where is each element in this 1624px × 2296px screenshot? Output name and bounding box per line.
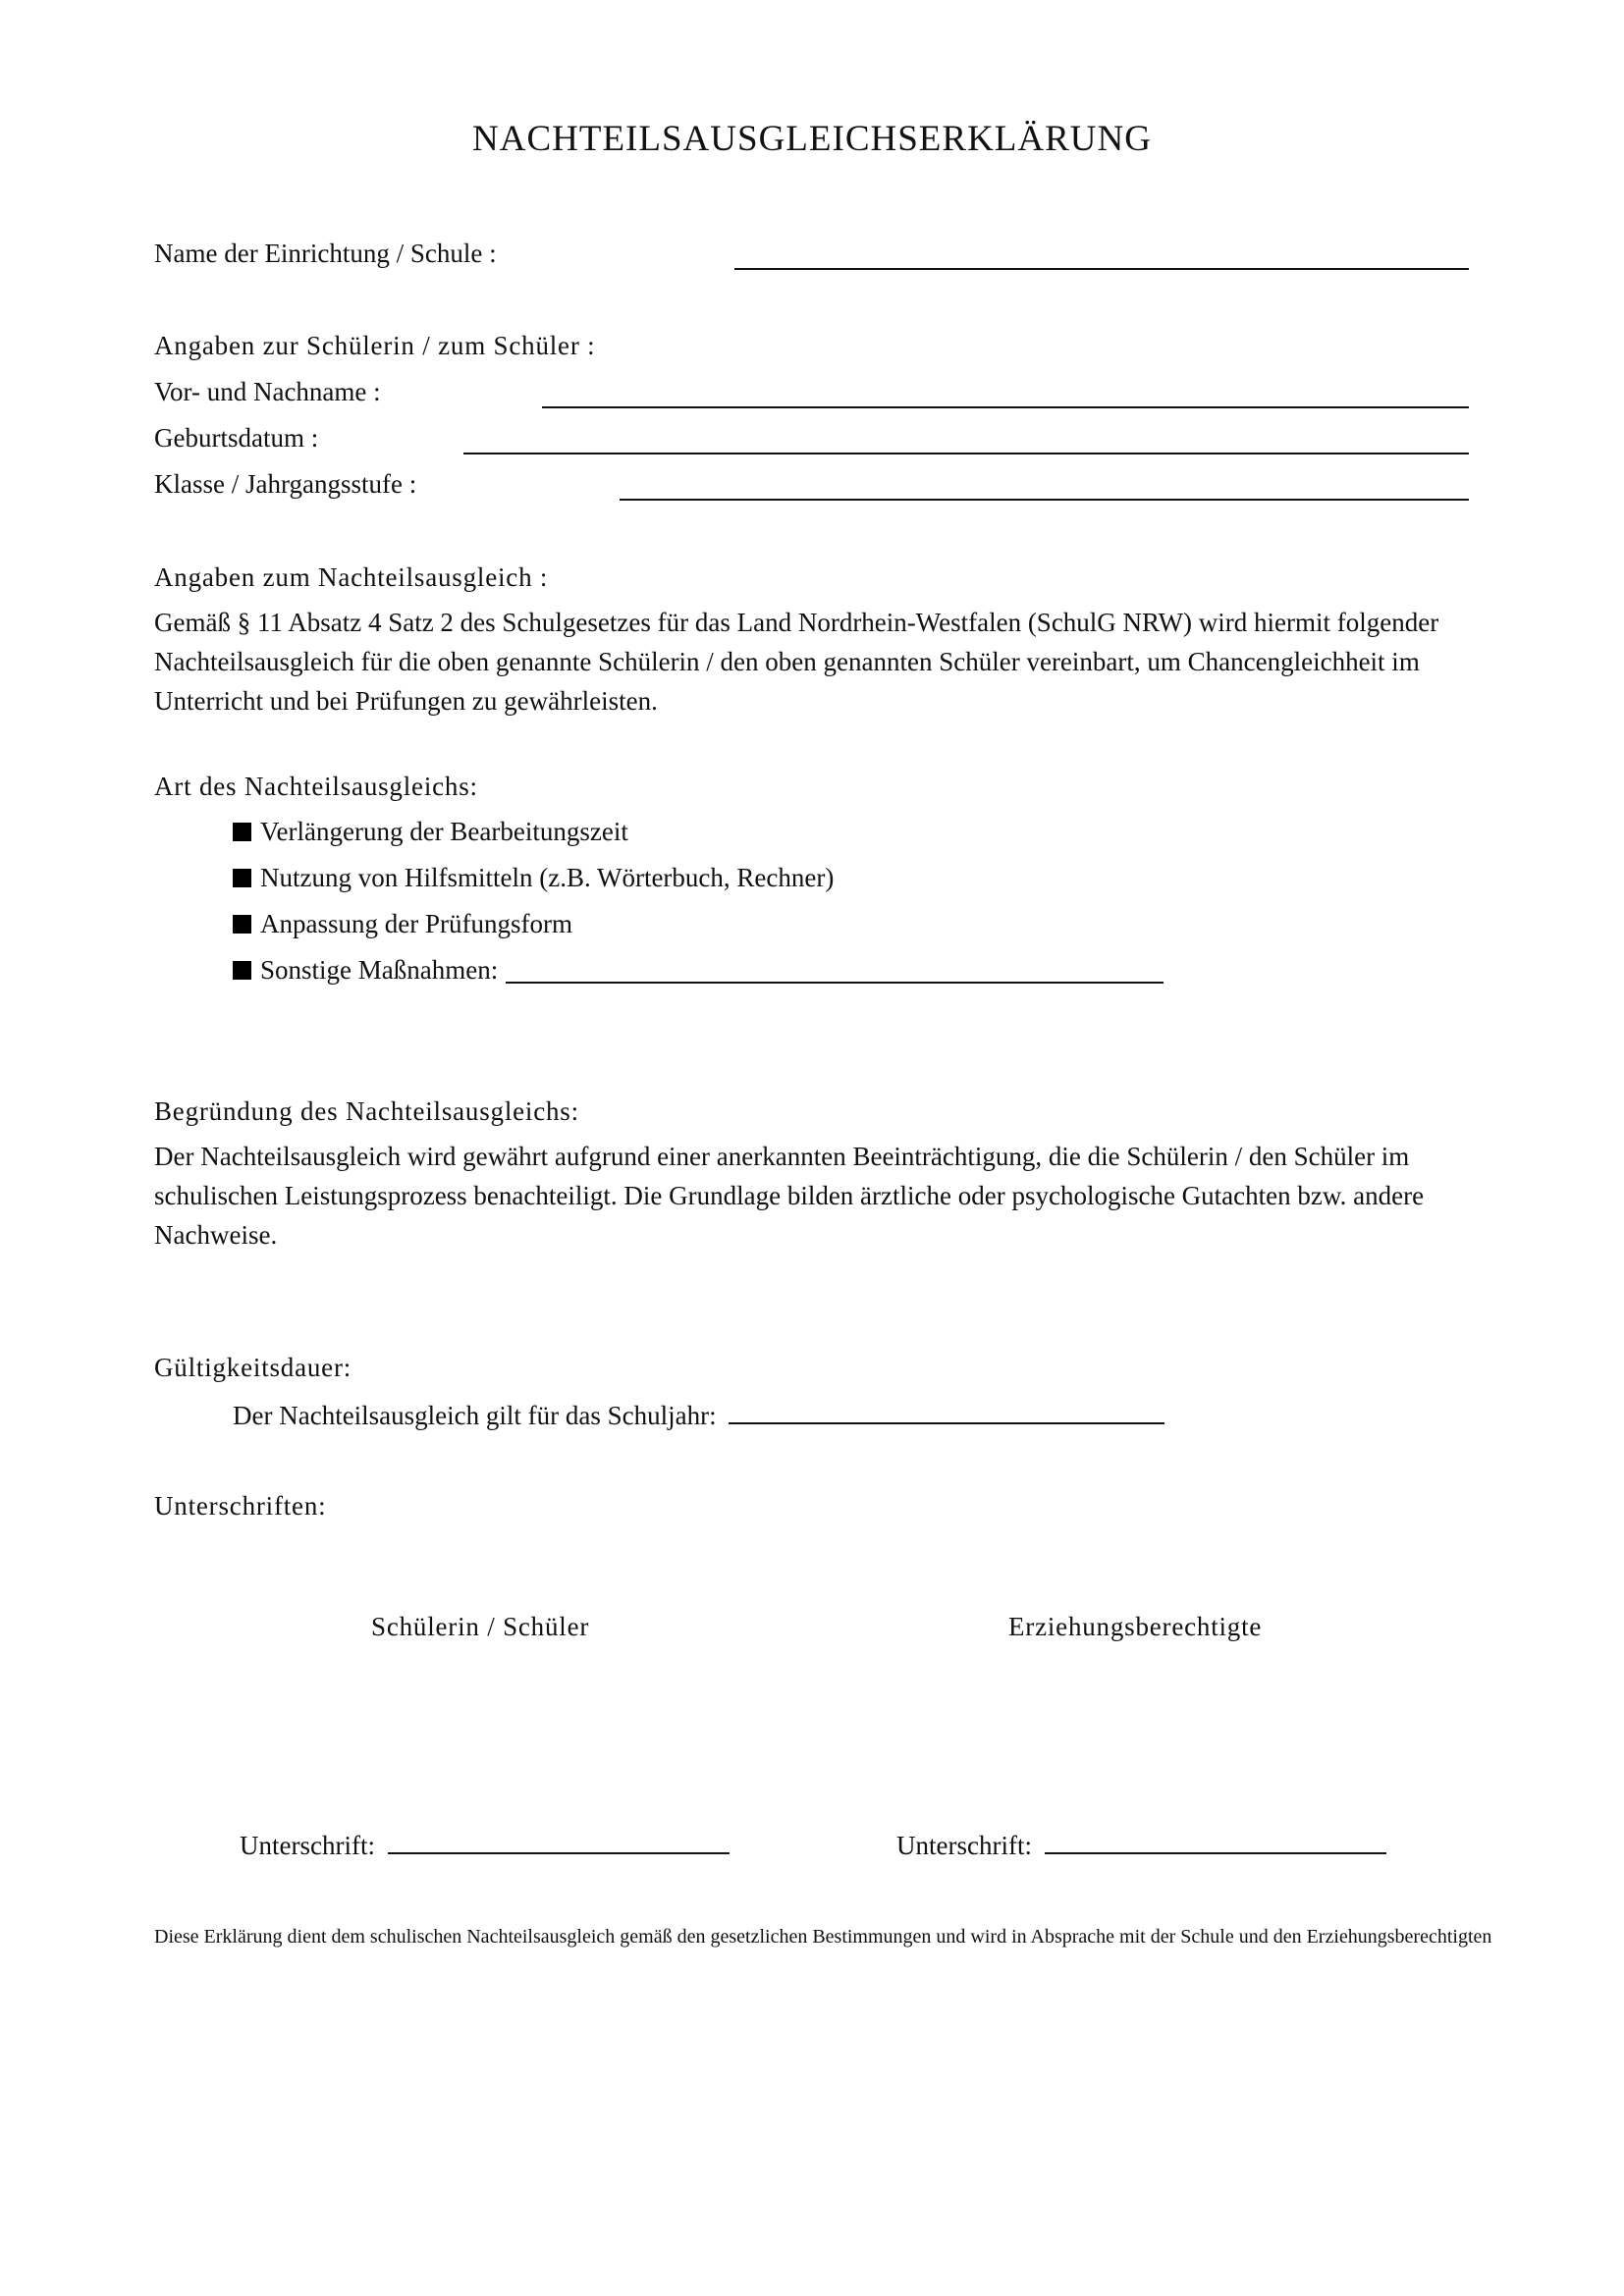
- option-label: Anpassung der Prüfungsform: [260, 909, 572, 938]
- birthdate-field[interactable]: [463, 453, 1469, 454]
- checkbox-icon[interactable]: [233, 915, 251, 934]
- reason-text: Der Nachteilsausgleich wird gewährt aufgrund einer anerkannten Beeinträchtigung, die die Schülerin / den Schüler im schulischen Leistungsprozess benachteiligt. Die Grundlage bilden ärztliche oder psychologische Gutachten bzw. andere Nachweise.: [154, 1142, 1425, 1250]
- option-label: Verlängerung der Bearbeitungszeit: [260, 817, 628, 846]
- name-field[interactable]: [542, 406, 1469, 408]
- document-title: NACHTEILSAUSGLEICHSERKLÄRUNG: [472, 119, 1152, 159]
- option-extended-time[interactable]: [233, 817, 628, 847]
- student-heading: Angaben zur Schülerin / zum Schüler :: [154, 331, 596, 360]
- validity-row: [233, 1399, 1164, 1431]
- option-label: Sonstige Maßnahmen:: [260, 955, 499, 985]
- class-label: Klasse / Jahrgangsstufe :: [154, 469, 417, 499]
- signature-label: Unterschrift:: [896, 1831, 1032, 1860]
- signature-label: Unterschrift:: [240, 1831, 375, 1860]
- checkbox-icon[interactable]: [233, 869, 251, 887]
- compensation-text: Gemäß § 11 Absatz 4 Satz 2 des Schulgesetzes für das Land Nordrhein-Westfalen (SchulG NRW) wird hiermit folgender Nachteilsausgleich für die oben genannte Schülerin / den oben genannten Schüler vereinbart, um Chancengleichheit im Unterricht und bei Prüfungen zu gewährleisten.: [154, 608, 1439, 716]
- class-field[interactable]: [620, 499, 1469, 501]
- reason-heading: Begründung des Nachteilsausgleichs:: [154, 1096, 579, 1126]
- guardian-signature-row: [896, 1829, 1386, 1861]
- validity-text: Der Nachteilsausgleich gilt für das Schuljahr:: [233, 1401, 717, 1430]
- school-label: Name der Einrichtung / Schule :: [154, 239, 497, 268]
- other-measures-field[interactable]: [506, 958, 1164, 984]
- guardian-signature-label: Erziehungsberechtigte: [1008, 1612, 1263, 1641]
- checkbox-icon[interactable]: [233, 961, 251, 980]
- compensation-heading: Angaben zum Nachteilsausgleich :: [154, 562, 549, 592]
- signatures-heading: Unterschriften:: [154, 1491, 327, 1521]
- school-year-field[interactable]: [729, 1399, 1164, 1424]
- student-signature-label: Schülerin / Schüler: [371, 1612, 590, 1641]
- option-label: Nutzung von Hilfsmitteln (z.B. Wörterbuch, Rechner): [260, 863, 835, 892]
- footer-note: Diese Erklärung dient dem schulischen Nachteilsausgleich gemäß den gesetzlichen Bestimmungen und wird in Absprache mit der Schule und den Erziehungsberechtigten: [154, 1926, 1492, 1948]
- checkbox-icon[interactable]: [233, 823, 251, 841]
- option-other[interactable]: [233, 955, 1164, 986]
- type-heading: Art des Nachteilsausgleichs:: [154, 772, 478, 801]
- option-exam-form[interactable]: [233, 909, 572, 939]
- option-aids[interactable]: [233, 863, 834, 893]
- name-label: Vor- und Nachname :: [154, 377, 381, 406]
- validity-heading: Gültigkeitsdauer:: [154, 1353, 352, 1382]
- school-field[interactable]: [734, 268, 1469, 270]
- student-signature-field[interactable]: [388, 1829, 730, 1854]
- guardian-signature-field[interactable]: [1045, 1829, 1386, 1854]
- student-signature-row: [240, 1829, 730, 1861]
- birthdate-label: Geburtsdatum :: [154, 423, 319, 453]
